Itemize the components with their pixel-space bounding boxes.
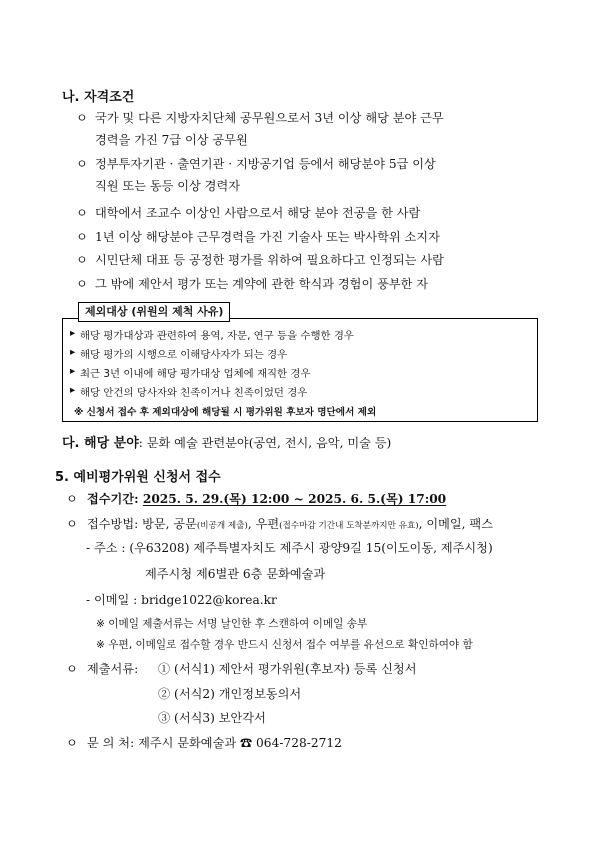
qualification-item: 국가 및 다른 지방자치단체 공무원으로서 3년 이상 해당 분야 근무 bbox=[95, 111, 444, 125]
docs-label: 제출서류: bbox=[87, 662, 139, 676]
bullet-marker: ㅇ bbox=[76, 253, 88, 267]
address-line: - 주소 : (우63208) 제주특별자치도 제주시 광양9길 15(이도이동, 제주시청) bbox=[86, 541, 493, 555]
period-value: 2025. 5. 29.(목) 12:00 ~ 2025. 6. 5.(목) 17:00 bbox=[142, 492, 447, 506]
method-others: , 이메일, 팩스 bbox=[418, 517, 493, 531]
bullet-marker: ㅇ bbox=[76, 277, 88, 291]
exclusion-box-title: 제외대상 (위원의 제척 사유) bbox=[78, 302, 230, 322]
qualification-item: 시민단체 대표 등 공정한 평가를 위하여 필요하다고 인정되는 사람 bbox=[95, 253, 444, 267]
bullet-marker: ㅇ bbox=[76, 230, 88, 244]
contact-line bbox=[87, 735, 342, 751]
qualification-item: 1년 이상 해당분야 근무경력을 가진 기술사 또는 박사학위 소지자 bbox=[95, 230, 440, 244]
exclusion-item: 최근 3년 이내에 해당 평가대상 업체에 재직한 경우 bbox=[80, 368, 311, 380]
contact-value: 제주시 문화예술과 ☎ 064-728-2712 bbox=[138, 736, 342, 750]
exclusion-item: 해당 평가대상과 관련하여 용역, 자문, 연구 등을 수행한 경우 bbox=[80, 330, 354, 342]
field-value: : 문화 예술 관련분야(공연, 전시, 음악, 미술 등) bbox=[138, 436, 392, 450]
email-note: ※ 이메일 제출서류는 서명 날인한 후 스캔하여 이메일 송부 bbox=[96, 618, 368, 630]
period-line bbox=[87, 491, 446, 507]
method-line bbox=[87, 516, 493, 534]
exclusion-note: ※ 신청서 접수 후 제외대상에 해당될 시 평가위원 후보자 명단에서 제외 bbox=[74, 407, 377, 418]
method-visit-note: (비공개 제출) bbox=[196, 521, 248, 531]
doc-item: ① (서식1) 제안서 평가위원(후보자) 등록 신청서 bbox=[158, 662, 417, 676]
exclusion-bullet-icon: ▸ bbox=[70, 346, 76, 358]
bullet-marker: ㅇ bbox=[76, 111, 88, 125]
exclusion-bullet-icon: ▸ bbox=[70, 327, 76, 339]
period-label: 접수기간: bbox=[87, 492, 139, 506]
exclusion-bullet-icon: ▸ bbox=[70, 365, 76, 377]
bullet-marker: ㅇ bbox=[66, 662, 78, 676]
qualification-item: 대학에서 조교수 이상인 사람으로서 해당 분야 전공을 한 사람 bbox=[95, 206, 421, 220]
bullet-marker: ㅇ bbox=[76, 206, 88, 220]
bullet-marker: ㅇ bbox=[66, 492, 78, 506]
section-title-qualifications: 나. 자격조건 bbox=[62, 90, 135, 105]
exclusion-item: 해당 평가의 시행으로 이해당사자가 되는 경우 bbox=[80, 349, 288, 361]
field-label: 다. 해당 분야 bbox=[62, 436, 139, 451]
exclusion-bullet-icon: ▸ bbox=[70, 384, 76, 396]
method-post-note: (접수마감 기간내 도착분까지만 유효) bbox=[279, 521, 419, 531]
method-label: 접수방법: bbox=[87, 517, 139, 531]
method-visit: 방문, 공문 bbox=[142, 517, 197, 531]
bullet-marker: ㅇ bbox=[76, 157, 88, 171]
bullet-marker: ㅇ bbox=[66, 517, 78, 531]
qualification-item: 정부투자기관 · 출연기관 · 지방공기업 등에서 해당분야 5급 이상 bbox=[95, 157, 436, 171]
qualification-item: 그 밖에 제안서 평가 또는 계약에 관한 학식과 경험이 풍부한 자 bbox=[95, 277, 429, 291]
method-post: , 우편 bbox=[247, 517, 280, 531]
doc-item: ③ (서식3) 보안각서 bbox=[158, 711, 266, 725]
field-line bbox=[62, 432, 391, 451]
exclusion-item: 해당 안건의 당사자와 친족이거나 친족이었던 경우 bbox=[80, 387, 308, 399]
doc-item: ② (서식2) 개인정보동의서 bbox=[158, 687, 302, 701]
contact-label: 문 의 처: bbox=[87, 736, 135, 750]
post-note: ※ 우편, 이메일로 접수할 경우 반드시 신청서 접수 여부를 유선으로 확인하여야 함 bbox=[96, 639, 473, 651]
address-line-2: 제주시청 제6별관 6층 문화예술과 bbox=[145, 567, 326, 581]
qualification-item-cont: 직원 또는 동등 이상 경력자 bbox=[95, 179, 241, 193]
email-line: - 이메일 : bridge1022@korea.kr bbox=[86, 593, 277, 607]
section-title-application: 5. 예비평가위원 신청서 접수 bbox=[55, 470, 221, 485]
bullet-marker: ㅇ bbox=[66, 736, 78, 750]
qualification-item-cont: 경력을 가진 7급 이상 공무원 bbox=[95, 133, 248, 147]
